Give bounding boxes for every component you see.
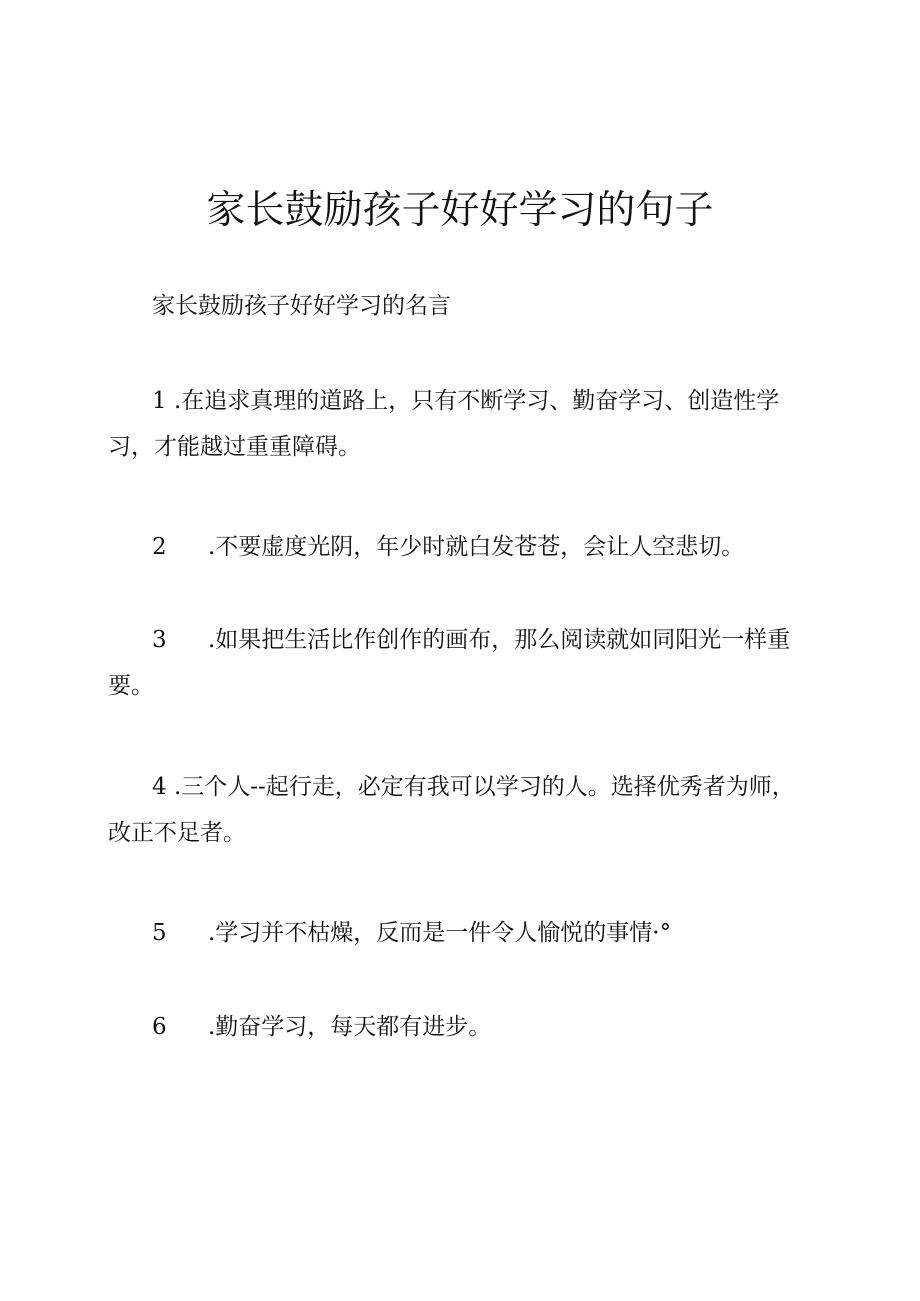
quote-item-1 [108, 378, 808, 470]
quote-number: 5 [152, 920, 167, 946]
quote-number: 6 [152, 1014, 167, 1040]
quote-number: 3 [152, 627, 167, 653]
quote-item-3 [108, 617, 808, 709]
quote-text: .如果把生活比作创作的画布，那么阅读就如同阳光一样重要。 [108, 627, 791, 699]
quote-item-6 [108, 1004, 808, 1050]
quote-number: 2 [152, 534, 167, 560]
quote-item-5 [108, 910, 808, 956]
quote-text: .勤奋学习，每天都有进步。 [208, 1014, 492, 1040]
document-subtitle: 家长鼓励孩子好好学习的名言 [152, 293, 451, 319]
quote-number: 4 [152, 774, 167, 800]
quote-text: .学习并不枯燥，反而是一件令人愉悦的事情·° [208, 920, 672, 946]
quote-item-2 [108, 524, 808, 570]
quote-text: .三个人--起行走，必定有我可以学习的人。选择优秀者为师，改正不足者。 [108, 774, 795, 846]
quote-text: .不要虚度光阴，年少时就白发苍苍，会让人空悲切。 [208, 534, 745, 560]
document-title: 家长鼓励孩子好好学习的句子 [206, 188, 714, 233]
quote-number: 1 [152, 388, 167, 414]
quote-text: .在追求真理的道路上，只有不断学习、勤奋学习、创造性学习，才能越过重重障碍。 [108, 388, 780, 460]
quote-item-4 [108, 764, 808, 856]
